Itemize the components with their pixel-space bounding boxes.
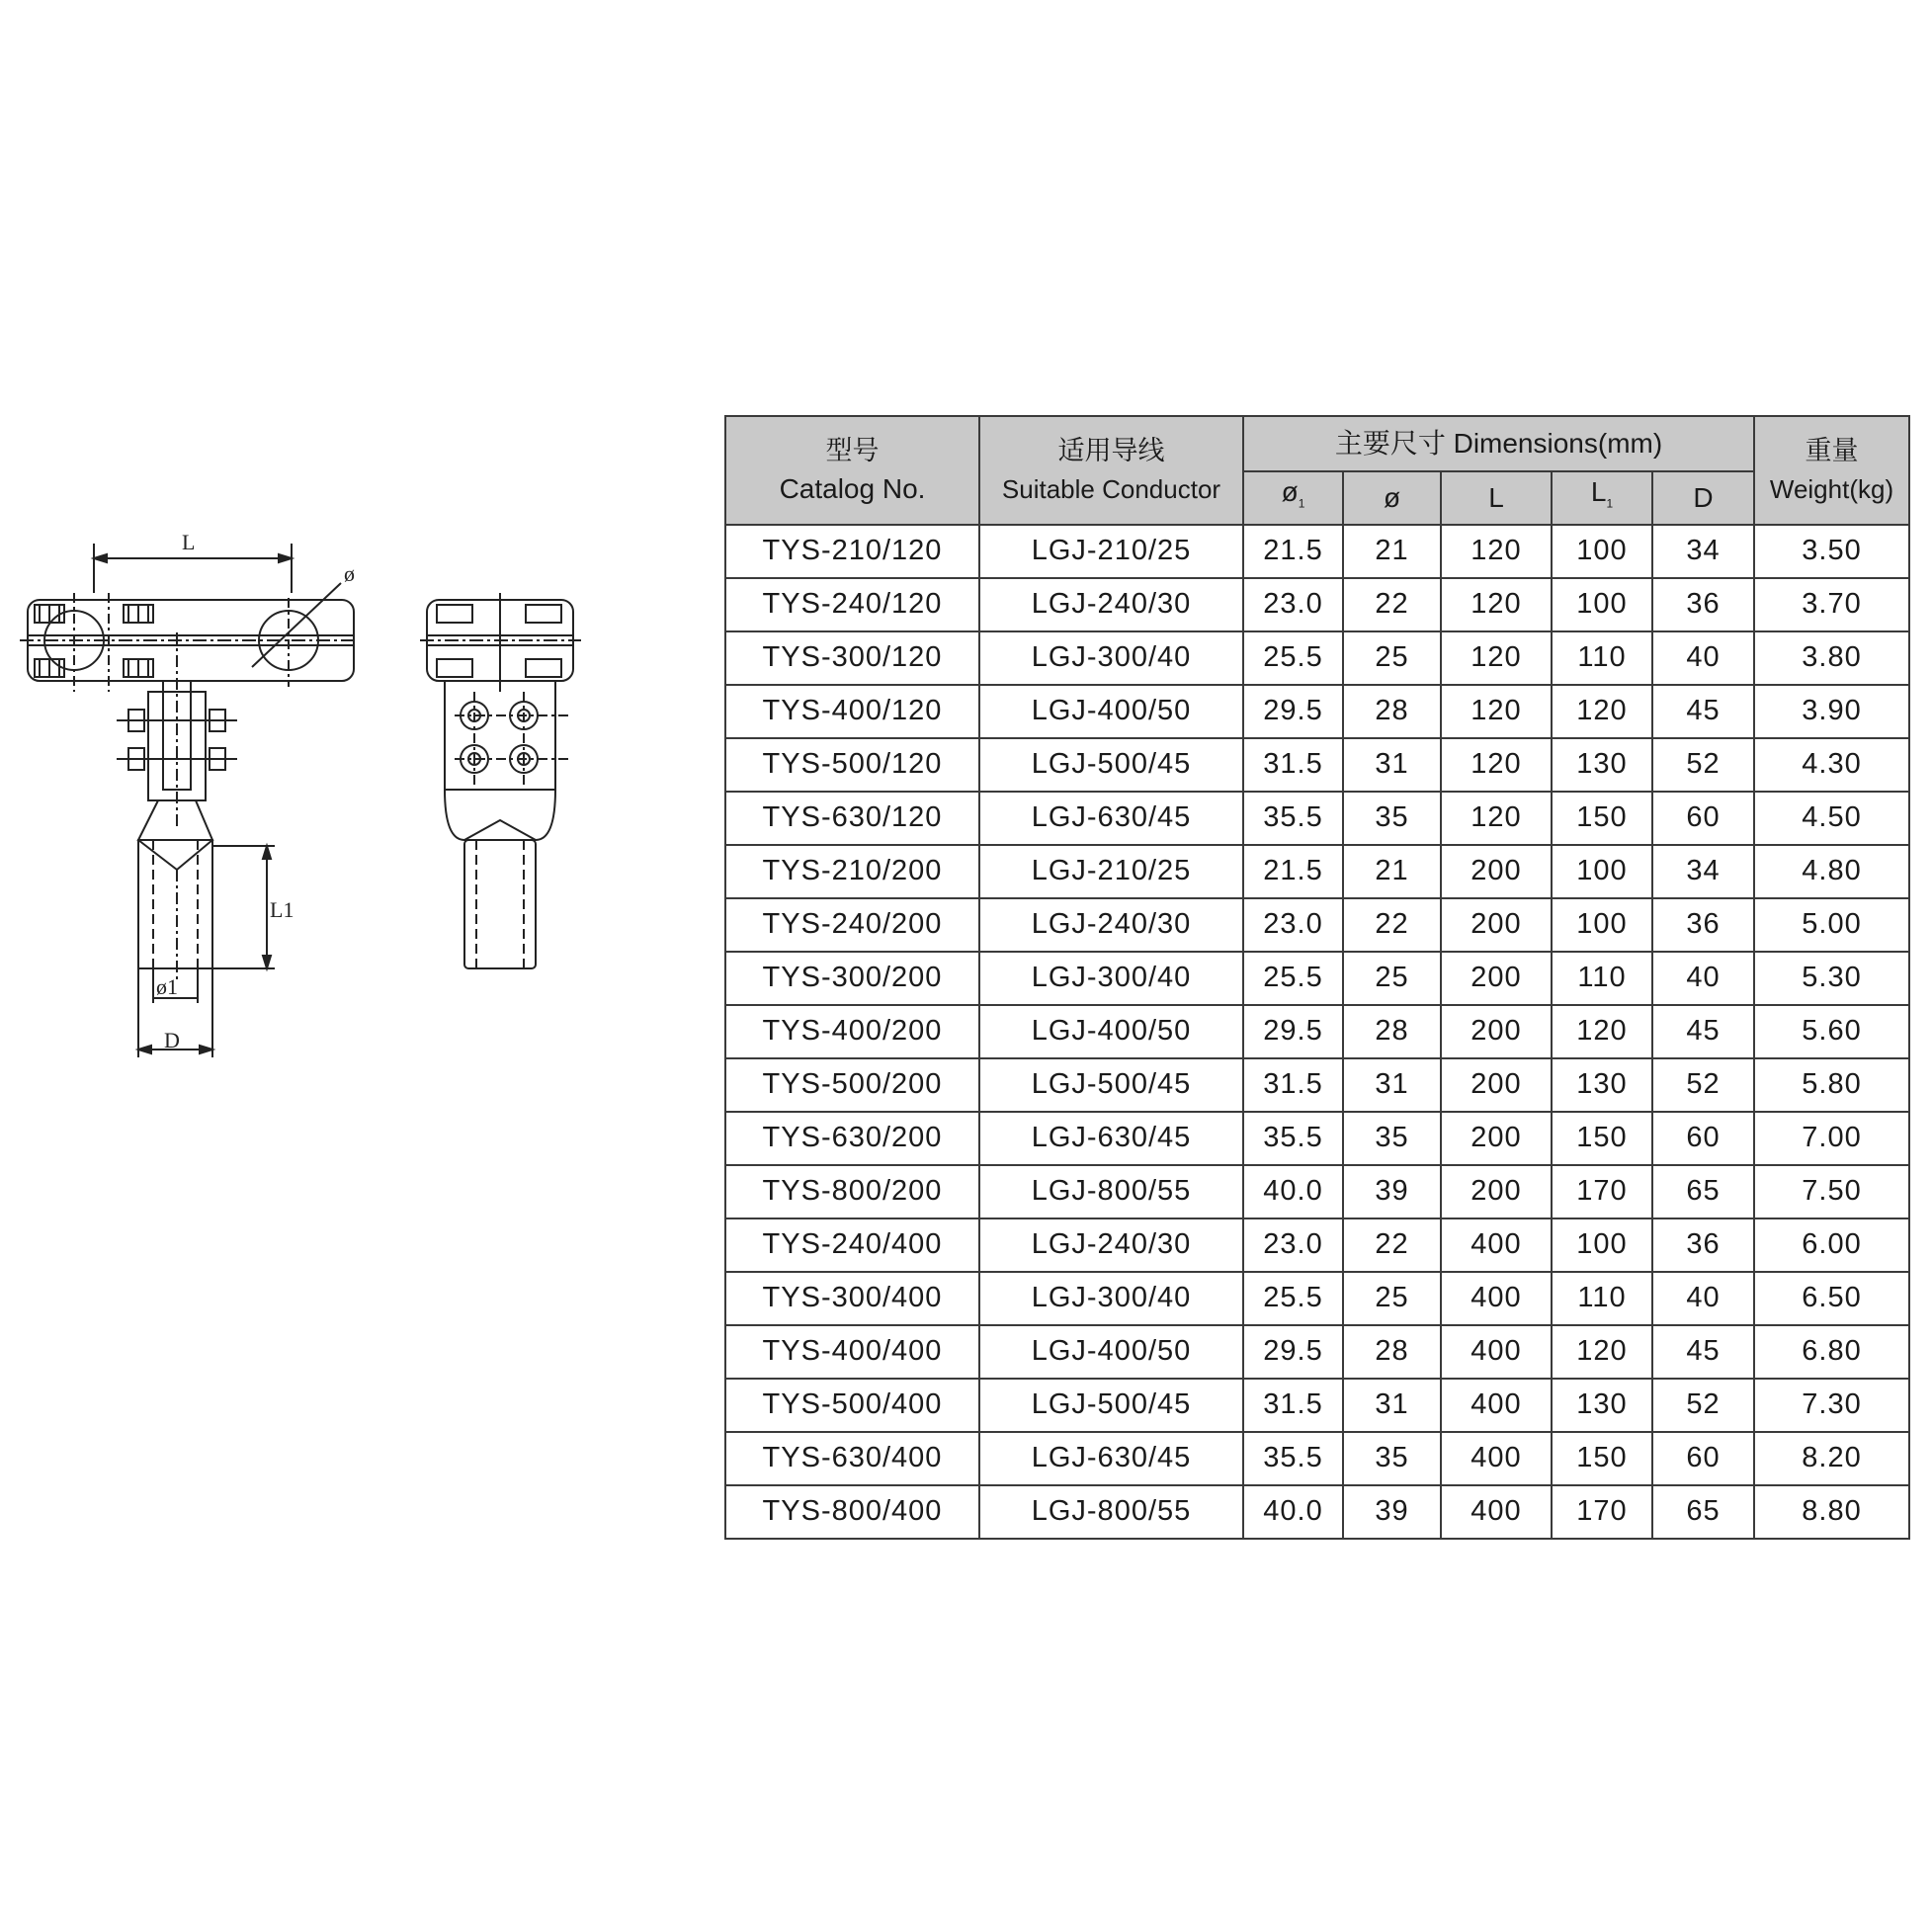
cell-L1: 100 [1552, 578, 1652, 631]
cell-phi: 35 [1343, 792, 1441, 845]
cell-weight: 5.60 [1754, 1005, 1909, 1058]
cell-L: 120 [1441, 685, 1552, 738]
cell-L: 120 [1441, 631, 1552, 685]
cell-phi1: 21.5 [1243, 845, 1343, 898]
cell-conductor: LGJ-300/40 [979, 952, 1243, 1005]
cell-phi: 22 [1343, 578, 1441, 631]
label-L: L [182, 530, 196, 554]
cell-L1: 120 [1552, 685, 1652, 738]
cell-phi: 28 [1343, 685, 1441, 738]
cell-phi1: 23.0 [1243, 1218, 1343, 1272]
cell-catalog-no: TYS-300/200 [725, 952, 979, 1005]
header-D: D [1652, 471, 1754, 525]
label-phi1: ø1 [156, 974, 178, 999]
spec-table [724, 415, 1910, 1540]
cell-conductor: LGJ-500/45 [979, 738, 1243, 792]
cell-catalog-no: TYS-800/200 [725, 1165, 979, 1218]
cell-phi: 39 [1343, 1165, 1441, 1218]
header-conductor-cn: 适用导线 [1057, 435, 1165, 466]
label-L1: L1 [270, 897, 294, 922]
table-row [725, 1379, 1909, 1432]
cell-catalog-no: TYS-400/120 [725, 685, 979, 738]
table-body [725, 525, 1909, 1539]
cell-D: 36 [1652, 1218, 1754, 1272]
table-row [725, 792, 1909, 845]
cell-L1: 100 [1552, 1218, 1652, 1272]
cell-weight: 7.50 [1754, 1165, 1909, 1218]
cell-weight: 3.70 [1754, 578, 1909, 631]
cell-phi1: 23.0 [1243, 898, 1343, 952]
table-row [725, 898, 1909, 952]
header-conductor-en: Suitable Conductor [1001, 473, 1221, 504]
cell-weight: 7.00 [1754, 1112, 1909, 1165]
cell-catalog-no: TYS-400/400 [725, 1325, 979, 1379]
cell-phi1: 31.5 [1243, 1058, 1343, 1112]
cell-catalog-no: TYS-500/120 [725, 738, 979, 792]
cell-phi1: 29.5 [1243, 685, 1343, 738]
cell-catalog-no: TYS-500/400 [725, 1379, 979, 1432]
table-row [725, 1485, 1909, 1539]
cell-phi1: 35.5 [1243, 1432, 1343, 1485]
cell-conductor: LGJ-630/45 [979, 1112, 1243, 1165]
cell-phi: 22 [1343, 898, 1441, 952]
cell-phi1: 35.5 [1243, 1112, 1343, 1165]
dimension-L1 [212, 846, 275, 968]
cell-weight: 6.50 [1754, 1272, 1909, 1325]
cell-D: 60 [1652, 1432, 1754, 1485]
cell-L: 200 [1441, 1165, 1552, 1218]
cell-L1: 130 [1552, 1379, 1652, 1432]
cell-L: 200 [1441, 898, 1552, 952]
cell-L: 120 [1441, 792, 1552, 845]
cell-phi1: 31.5 [1243, 738, 1343, 792]
cell-conductor: LGJ-300/40 [979, 1272, 1243, 1325]
cell-phi: 25 [1343, 952, 1441, 1005]
cell-catalog-no: TYS-300/400 [725, 1272, 979, 1325]
cell-L: 400 [1441, 1432, 1552, 1485]
cell-weight: 6.80 [1754, 1325, 1909, 1379]
header-weight-en: Weight(kg) [1769, 473, 1894, 504]
cell-weight: 8.80 [1754, 1485, 1909, 1539]
cell-conductor: LGJ-210/25 [979, 845, 1243, 898]
header-weight [1754, 416, 1909, 525]
cell-D: 65 [1652, 1485, 1754, 1539]
cell-catalog-no: TYS-240/400 [725, 1218, 979, 1272]
cell-L: 200 [1441, 845, 1552, 898]
cell-catalog-no: TYS-240/120 [725, 578, 979, 631]
cell-phi1: 35.5 [1243, 792, 1343, 845]
cell-conductor: LGJ-300/40 [979, 631, 1243, 685]
header-L1: $L_1$ [1552, 471, 1652, 525]
cell-D: 52 [1652, 1379, 1754, 1432]
cell-L: 120 [1441, 578, 1552, 631]
cell-D: 40 [1652, 1272, 1754, 1325]
cell-D: 52 [1652, 738, 1754, 792]
cell-catalog-no: TYS-630/120 [725, 792, 979, 845]
cell-L1: 120 [1552, 1005, 1652, 1058]
cell-L: 400 [1441, 1379, 1552, 1432]
cell-weight: 5.80 [1754, 1058, 1909, 1112]
cell-catalog-no: TYS-630/400 [725, 1432, 979, 1485]
cell-weight: 5.30 [1754, 952, 1909, 1005]
header-catalog-en: Catalog No. [779, 472, 926, 504]
cell-catalog-no: TYS-630/200 [725, 1112, 979, 1165]
cell-phi1: 31.5 [1243, 1379, 1343, 1432]
cell-L1: 150 [1552, 792, 1652, 845]
cell-conductor: LGJ-400/50 [979, 685, 1243, 738]
cell-conductor: LGJ-240/30 [979, 898, 1243, 952]
cell-L: 120 [1441, 738, 1552, 792]
header-catalog-cn: 型号 [825, 435, 880, 466]
cell-weight: 3.80 [1754, 631, 1909, 685]
cell-phi: 22 [1343, 1218, 1441, 1272]
cell-D: 34 [1652, 525, 1754, 578]
cell-phi1: 23.0 [1243, 578, 1343, 631]
cell-L1: 110 [1552, 952, 1652, 1005]
cell-phi: 25 [1343, 631, 1441, 685]
cell-phi: 31 [1343, 1379, 1441, 1432]
cell-D: 36 [1652, 578, 1754, 631]
table-row [725, 1325, 1909, 1379]
cell-phi1: 25.5 [1243, 952, 1343, 1005]
cell-L1: 130 [1552, 1058, 1652, 1112]
table-row [725, 685, 1909, 738]
cell-L1: 100 [1552, 525, 1652, 578]
cell-phi: 21 [1343, 525, 1441, 578]
cell-conductor: LGJ-800/55 [979, 1165, 1243, 1218]
header-phi: ø [1343, 471, 1441, 525]
cell-phi: 31 [1343, 738, 1441, 792]
label-D: D [164, 1028, 180, 1052]
cell-conductor: LGJ-630/45 [979, 792, 1243, 845]
cell-L: 400 [1441, 1218, 1552, 1272]
cell-weight: 3.90 [1754, 685, 1909, 738]
front-view [20, 583, 356, 983]
cell-L1: 100 [1552, 845, 1652, 898]
cell-L1: 110 [1552, 1272, 1652, 1325]
cell-L: 400 [1441, 1272, 1552, 1325]
cell-phi: 25 [1343, 1272, 1441, 1325]
cell-D: 45 [1652, 685, 1754, 738]
cell-D: 40 [1652, 631, 1754, 685]
cell-D: 60 [1652, 792, 1754, 845]
cell-phi: 39 [1343, 1485, 1441, 1539]
cell-phi1: 40.0 [1243, 1165, 1343, 1218]
cell-L1: 120 [1552, 1325, 1652, 1379]
cell-weight: 3.50 [1754, 525, 1909, 578]
cell-phi1: 40.0 [1243, 1485, 1343, 1539]
cell-L1: 130 [1552, 738, 1652, 792]
table-row [725, 1432, 1909, 1485]
header-phi1: $ø_1$ [1243, 471, 1343, 525]
cell-L1: 170 [1552, 1165, 1652, 1218]
cell-D: 36 [1652, 898, 1754, 952]
cell-conductor: LGJ-500/45 [979, 1379, 1243, 1432]
table-row [725, 1005, 1909, 1058]
cell-conductor: LGJ-210/25 [979, 525, 1243, 578]
cell-conductor: LGJ-400/50 [979, 1325, 1243, 1379]
cell-weight: 8.20 [1754, 1432, 1909, 1485]
table-row [725, 631, 1909, 685]
cell-conductor: LGJ-240/30 [979, 1218, 1243, 1272]
table-row [725, 738, 1909, 792]
table-row [725, 525, 1909, 578]
cell-phi1: 29.5 [1243, 1005, 1343, 1058]
cell-phi: 35 [1343, 1112, 1441, 1165]
table-row [725, 952, 1909, 1005]
cell-D: 45 [1652, 1325, 1754, 1379]
cell-L1: 100 [1552, 898, 1652, 952]
cell-D: 45 [1652, 1005, 1754, 1058]
cell-L: 400 [1441, 1485, 1552, 1539]
cell-phi1: 25.5 [1243, 1272, 1343, 1325]
cell-D: 40 [1652, 952, 1754, 1005]
cell-phi1: 25.5 [1243, 631, 1343, 685]
table-row [725, 1218, 1909, 1272]
cell-D: 65 [1652, 1165, 1754, 1218]
table-row [725, 1112, 1909, 1165]
cell-catalog-no: TYS-210/200 [725, 845, 979, 898]
label-phi: ø [344, 561, 355, 586]
cell-phi: 28 [1343, 1325, 1441, 1379]
cell-catalog-no: TYS-300/120 [725, 631, 979, 685]
cell-phi1: 29.5 [1243, 1325, 1343, 1379]
cell-phi1: 21.5 [1243, 525, 1343, 578]
cell-D: 34 [1652, 845, 1754, 898]
cell-conductor: LGJ-500/45 [979, 1058, 1243, 1112]
technical-drawing [0, 0, 712, 1932]
cell-catalog-no: TYS-240/200 [725, 898, 979, 952]
cell-catalog-no: TYS-210/120 [725, 525, 979, 578]
cell-weight: 6.00 [1754, 1218, 1909, 1272]
cell-catalog-no: TYS-800/400 [725, 1485, 979, 1539]
cell-conductor: LGJ-800/55 [979, 1485, 1243, 1539]
cell-catalog-no: TYS-500/200 [725, 1058, 979, 1112]
header-weight-cn: 重量 [1805, 435, 1859, 466]
table-row [725, 578, 1909, 631]
header-L: L [1441, 471, 1552, 525]
cell-L1: 170 [1552, 1485, 1652, 1539]
cell-weight: 4.80 [1754, 845, 1909, 898]
cell-D: 52 [1652, 1058, 1754, 1112]
cell-weight: 5.00 [1754, 898, 1909, 952]
cell-phi: 28 [1343, 1005, 1441, 1058]
side-view [420, 593, 581, 968]
cell-L: 400 [1441, 1325, 1552, 1379]
header-dimensions: 主要尺寸 Dimensions(mm) [1243, 416, 1754, 471]
cell-weight: 4.50 [1754, 792, 1909, 845]
header-catalog [725, 416, 979, 525]
cell-L1: 150 [1552, 1432, 1652, 1485]
cell-weight: 7.30 [1754, 1379, 1909, 1432]
cell-D: 60 [1652, 1112, 1754, 1165]
cell-weight: 4.30 [1754, 738, 1909, 792]
cell-phi: 35 [1343, 1432, 1441, 1485]
cell-L: 200 [1441, 1005, 1552, 1058]
cell-L1: 110 [1552, 631, 1652, 685]
cell-L: 200 [1441, 1112, 1552, 1165]
cell-L: 200 [1441, 952, 1552, 1005]
cell-conductor: LGJ-400/50 [979, 1005, 1243, 1058]
cell-L1: 150 [1552, 1112, 1652, 1165]
cell-phi: 31 [1343, 1058, 1441, 1112]
table-row [725, 1272, 1909, 1325]
cell-conductor: LGJ-240/30 [979, 578, 1243, 631]
cell-conductor: LGJ-630/45 [979, 1432, 1243, 1485]
table-row [725, 845, 1909, 898]
cell-L: 120 [1441, 525, 1552, 578]
header-conductor [979, 416, 1243, 525]
cell-phi: 21 [1343, 845, 1441, 898]
cell-catalog-no: TYS-400/200 [725, 1005, 979, 1058]
table-row [725, 1165, 1909, 1218]
cell-L: 200 [1441, 1058, 1552, 1112]
table-row [725, 1058, 1909, 1112]
